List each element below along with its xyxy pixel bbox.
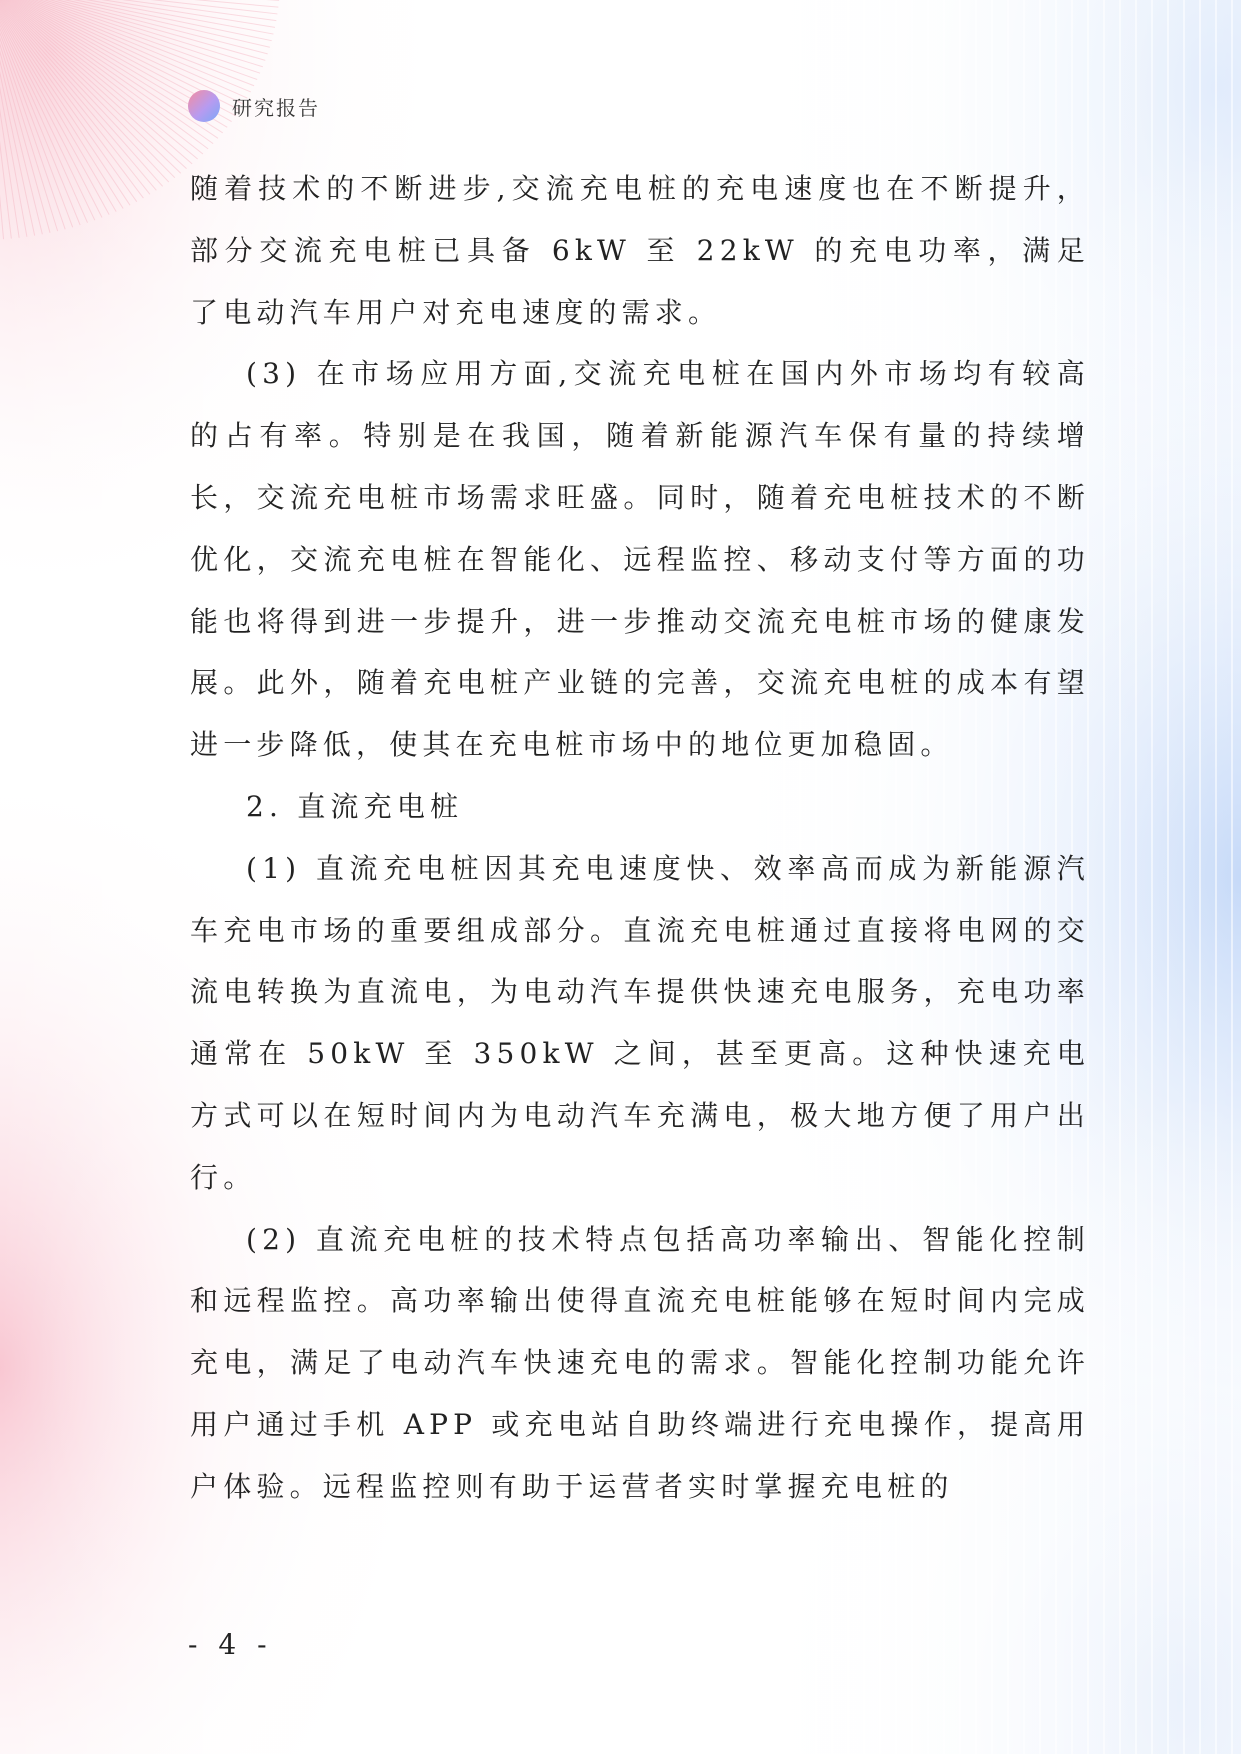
- logo-circle-icon: [188, 90, 220, 122]
- paragraph-dc-tech: (2) 直流充电桩的技术特点包括高功率输出、智能化控制和远程监控。高功率输出使得直流充电桩能够在短时间内完成充电，满足了电动汽车快速充电的需求。智能化控制功能允许用户通过手机 APP 或充电站自助终端进行充电操作，提高用户体验。远程监控则有助于运营者实时掌握充电桩的: [190, 1222, 1090, 1503]
- paragraph-dc-intro: (1) 直流充电桩因其充电速度快、效率高而成为新能源汽车充电市场的重要组成部分。直流充电桩通过直接将电网的交流电转换为直流电，为电动汽车提供快速充电服务，充电功率通常在 50kW 至 350kW 之间，甚至更高。这种快速充电方式可以在短时间内为电动汽车充满电，极大地方便了用户出行。: [190, 851, 1090, 1194]
- paragraph-ac-market: (3) 在市场应用方面,交流充电桩在国内外市场均有较高的占有率。特别是在我国，随着新能源汽车保有量的持续增长，交流充电桩市场需求旺盛。同时，随着充电桩技术的不断优化，交流充电桩在智能化、远程监控、移动支付等方面的功能也将得到进一步提升，进一步推动交流充电桩市场的健康发展。此外，随着充电桩产业链的完善，交流充电桩的成本有望进一步降低，使其在充电桩市场中的地位更加稳固。: [190, 357, 1090, 762]
- header-label: 研究报告: [232, 95, 320, 120]
- page-number: - 4 -: [188, 1628, 273, 1661]
- report-header: [188, 88, 320, 124]
- section-heading-dc: 2. 直流充电桩: [246, 789, 464, 823]
- document-body: [190, 158, 1090, 1518]
- paragraph-ac-speed: 随着技术的不断进步,交流充电桩的充电速度也在不断提升，部分交流充电桩已具备 6kW 至 22kW 的充电功率，满足了电动汽车用户对充电速度的需求。: [190, 172, 1090, 329]
